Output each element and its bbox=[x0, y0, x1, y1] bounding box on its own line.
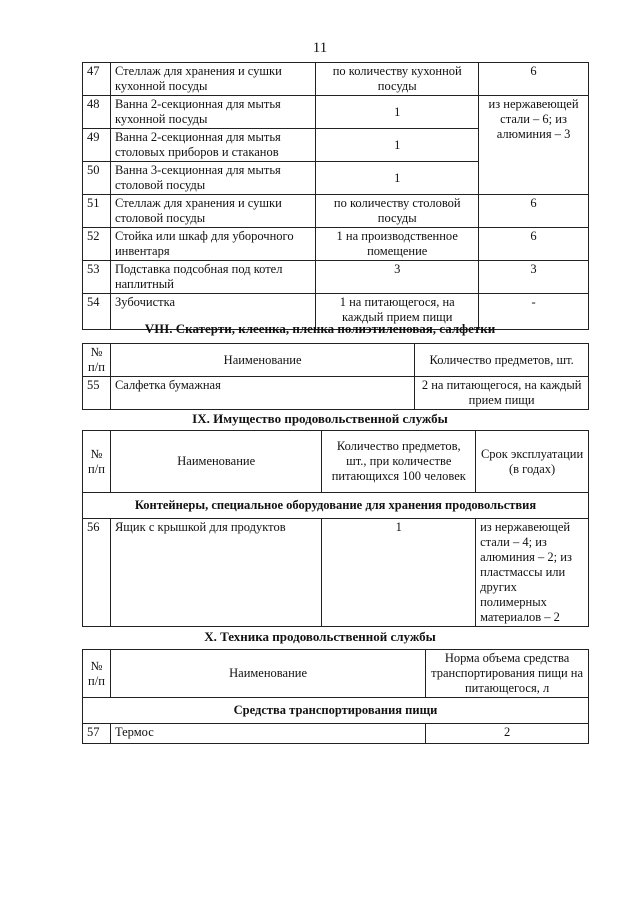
section-9-title: IX. Имущество продовольственной службы bbox=[192, 411, 448, 426]
table-row bbox=[83, 96, 589, 129]
header-row bbox=[83, 650, 589, 698]
item-service-life: 6 bbox=[479, 195, 589, 228]
table-row bbox=[83, 63, 589, 96]
item-name: Ванна 2-секционная для мытья столовых приборов и стаканов bbox=[110, 129, 315, 162]
item-name: Стеллаж для хранения и сушки кухонной посуды bbox=[110, 63, 315, 96]
header-row bbox=[83, 431, 589, 493]
row-number: 57 bbox=[83, 724, 111, 744]
table-row bbox=[83, 228, 589, 261]
item-service-life: 6 bbox=[479, 228, 589, 261]
table-row bbox=[83, 724, 589, 744]
item-quantity: 1 bbox=[316, 162, 479, 195]
row-number: 47 bbox=[83, 63, 111, 96]
item-name: Стеллаж для хранения и сушки столовой посуды bbox=[110, 195, 315, 228]
table-row bbox=[83, 261, 589, 294]
row-number: 50 bbox=[83, 162, 111, 195]
item-quantity: 1 bbox=[322, 519, 476, 627]
item-quantity: 1 на производственное помещение bbox=[316, 228, 479, 261]
subheader-row bbox=[83, 698, 589, 724]
table-row bbox=[83, 519, 589, 627]
item-quantity: 1 bbox=[316, 129, 479, 162]
header-name: Наименование bbox=[110, 344, 414, 377]
subheader-transport: Средства транспортирования пищи bbox=[83, 698, 589, 724]
napkins-table bbox=[82, 343, 589, 410]
item-service-life: из нержавеющей стали – 4; из алюминия – 2; из пластмассы или других полимерных материалов – 2 bbox=[476, 519, 589, 627]
item-service-life: 6 bbox=[479, 63, 589, 96]
row-number: 53 bbox=[83, 261, 111, 294]
table-row bbox=[83, 195, 589, 228]
header-quantity: Количество предметов, шт., при количестве питающихся 100 человек bbox=[322, 431, 476, 493]
header-number: № п/п bbox=[83, 650, 111, 698]
row-number: 49 bbox=[83, 129, 111, 162]
header-row bbox=[83, 344, 589, 377]
item-name: Подставка подсобная под котел наплитный bbox=[110, 261, 315, 294]
item-name: Термос bbox=[110, 724, 425, 744]
equipment-table-continued bbox=[82, 62, 589, 330]
item-name: Ванна 2-секционная для мытья кухонной посуды bbox=[110, 96, 315, 129]
item-quantity: 3 bbox=[316, 261, 479, 294]
header-name: Наименование bbox=[110, 650, 425, 698]
item-quantity: по количеству столовой посуды bbox=[316, 195, 479, 228]
row-number: 54 bbox=[83, 294, 111, 330]
item-name: Ящик с крышкой для продуктов bbox=[110, 519, 321, 627]
header-service-life: Срок эксплуатации (в годах) bbox=[476, 431, 589, 493]
row-number: 56 bbox=[83, 519, 111, 627]
page-number: 11 bbox=[312, 40, 328, 56]
item-name: Зубочистка bbox=[110, 294, 315, 330]
food-transport-table bbox=[82, 649, 589, 744]
item-quantity: по количеству кухонной посуды bbox=[316, 63, 479, 96]
item-service-life: - bbox=[479, 294, 589, 330]
item-name: Стойка или шкаф для уборочного инвентаря bbox=[110, 228, 315, 261]
item-name: Ванна 3-секционная для мытья столовой посуды bbox=[110, 162, 315, 195]
row-number: 55 bbox=[83, 377, 111, 410]
subheader-row bbox=[83, 493, 589, 519]
item-quantity: 2 на питающегося, на каждый прием пищи bbox=[415, 377, 589, 410]
item-quantity: 1 на питающегося, на каждый прием пищи bbox=[316, 294, 479, 330]
header-norm: Норма объема средства транспортирования пищи на питающегося, л bbox=[426, 650, 589, 698]
table-row bbox=[83, 377, 589, 410]
item-norm: 2 bbox=[426, 724, 589, 744]
section-8-title: VIII. Скатерти, клеенка, пленка полиэтиленовая, салфетки bbox=[144, 321, 496, 336]
item-name: Салфетка бумажная bbox=[110, 377, 414, 410]
header-name: Наименование bbox=[110, 431, 321, 493]
row-number: 48 bbox=[83, 96, 111, 129]
section-10-title: X. Техника продовольственной службы bbox=[204, 629, 436, 644]
row-number: 51 bbox=[83, 195, 111, 228]
row-number: 52 bbox=[83, 228, 111, 261]
subheader-containers: Контейнеры, специальное оборудование для хранения продовольствия bbox=[83, 493, 589, 519]
item-service-life: 3 bbox=[479, 261, 589, 294]
item-service-life: из нержавеющей стали – 6; из алюминия – 3 bbox=[479, 96, 589, 195]
header-number: № п/п bbox=[83, 344, 111, 377]
header-number: № п/п bbox=[83, 431, 111, 493]
item-quantity: 1 bbox=[316, 96, 479, 129]
header-quantity: Количество предметов, шт. bbox=[415, 344, 589, 377]
food-service-property-table bbox=[82, 430, 589, 627]
